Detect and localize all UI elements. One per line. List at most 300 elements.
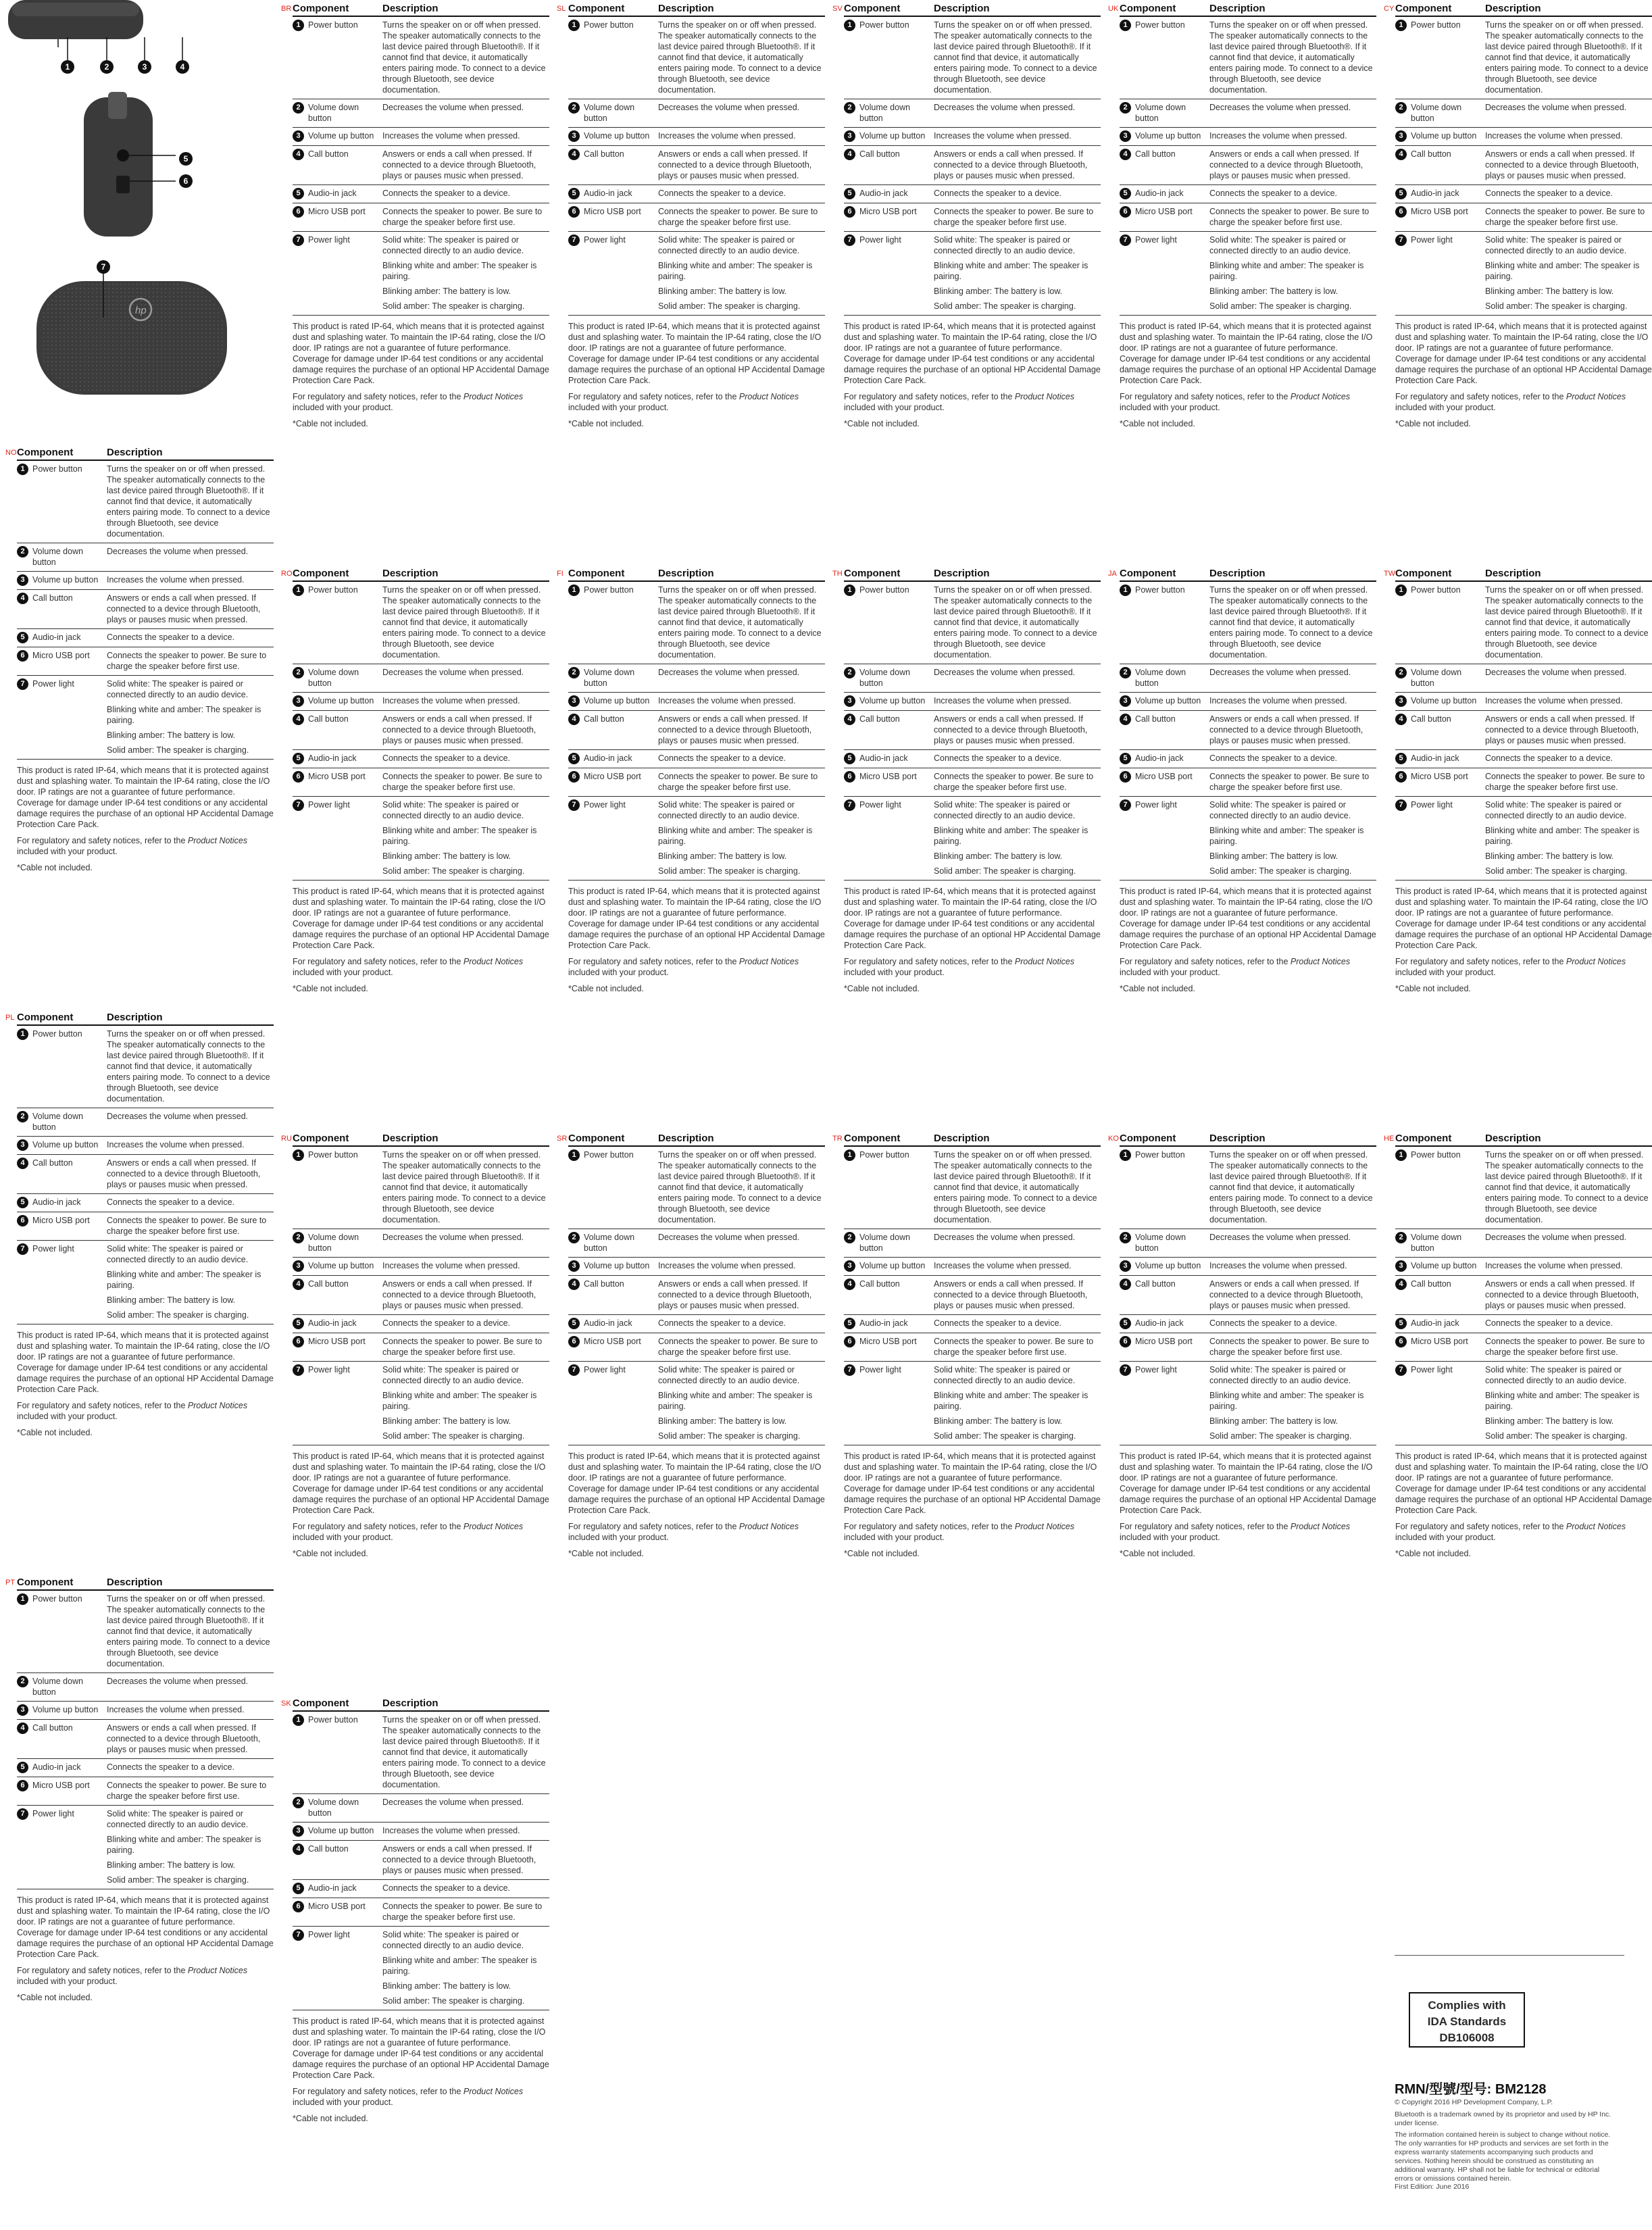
component-cell [17,678,107,755]
ip-rating-note: This product is rated IP-64, which means that it is protected against dust and splashing water. To maintain the IP-64 rating, close the I/O door. IP ratings are not a guarantee of future performance. Coverage for damage under IP-64 test conditions or any accidental damage requires the purchase of an optional HP Accidental Damage Protection Care Pack. [17,1331,274,1394]
table-row [1120,17,1376,99]
component-label: Call button [859,714,900,724]
component-cell [1120,1336,1209,1358]
description-text: Connects the speaker to power. Be sure to charge the speaker before first use. [107,1216,267,1236]
description-cell [382,1929,549,2006]
callout-number: 3 [293,1825,304,1837]
table-row [293,1258,549,1276]
description-cell [382,234,549,312]
table-row [568,711,825,750]
component-label: Micro USB port [584,1337,641,1346]
language-code: SV [832,5,843,13]
component-cell [568,799,658,876]
description-cell [1209,206,1376,228]
description-text: Answers or ends a call when pressed. If connected to a device through Bluetooth, plays or pauses music when pressed. [934,149,1088,180]
description-text: Solid amber: The speaker is charging. [107,1310,249,1320]
ida-compliance-label [1409,1992,1525,2048]
cable-note: *Cable not included. [293,2114,368,2123]
description-text: Answers or ends a call when pressed. If connected to a device through Bluetooth, plays or pauses music when pressed. [382,149,536,180]
description-text: Blinking amber: The battery is low. [382,851,511,861]
callout-number: 1 [1395,585,1407,596]
description-cell [658,714,825,746]
table-header [17,447,274,461]
description-text: Turns the speaker on or off when pressed. The speaker automatically connects to the last device paired through Bluetooth®. If it cannot find that device, it automatically enters pairing mode. To connect to a device through Bluetooth, see device documentation. [107,464,270,539]
description-cell [1485,234,1652,312]
callout-number: 3 [293,1260,304,1272]
regulatory-post: included with your product. [1120,403,1220,412]
description-text: Decreases the volume when pressed. [934,668,1076,677]
description-text: Solid amber: The speaker is charging. [1209,301,1352,311]
description-text: Turns the speaker on or off when pressed. The speaker automatically connects to the last device paired through Bluetooth®. If it cannot find that device, it automatically enters pairing mode. To connect to a device through Bluetooth, see device documentation. [382,1150,546,1224]
description-cell [107,574,274,586]
component-label: Micro USB port [308,772,366,781]
description-text: Solid white: The speaker is paired or connected directly to an audio device. [107,679,249,699]
component-label: Power button [859,20,909,30]
ida-line-2: IDA Standards [1427,2015,1507,2028]
callout-number: 3 [568,130,580,142]
regulatory-pre: For regulatory and safety notices, refer to the [17,1966,188,1975]
description-text: Answers or ends a call when pressed. If connected to a device through Bluetooth, plays or pauses music when pressed. [107,1158,261,1189]
description-cell [1209,130,1376,142]
description-cell [382,1336,549,1358]
callout-number: 7 [1395,799,1407,811]
callout-number: 6 [568,771,580,783]
component-table-block [1384,3,1652,429]
component-cell [1395,771,1485,793]
callout-number: 7 [568,234,580,246]
component-label: Volume down button [308,1798,359,1818]
callout-number: 4 [568,1279,580,1290]
component-cell [17,1158,107,1190]
component-cell [293,1364,382,1441]
description-text: Decreases the volume when pressed. [107,1677,249,1686]
component-cell [1120,1260,1209,1272]
description-text: Connects the speaker to a device. [382,1318,511,1328]
component-label: Micro USB port [32,1781,90,1790]
description-cell [1485,1149,1652,1225]
ip-rating-note: This product is rated IP-64, which means that it is protected against dust and splashing water. To maintain the IP-64 rating, close the I/O door. IP ratings are not a guarantee of future performance. Coverage for damage under IP-64 test conditions or any accidental damage requires the purchase of an optional HP Accidental Damage Protection Care Pack. [568,887,825,950]
component-cell [17,593,107,625]
regulatory-note [17,1965,274,1987]
table-row [1395,797,1652,881]
ip-rating-note: This product is rated IP-64, which means that it is protected against dust and splashing water. To maintain the IP-64 rating, close the I/O door. IP ratings are not a guarantee of future performance. Coverage for damage under IP-64 test conditions or any accidental damage requires the purchase of an optional HP Accidental Damage Protection Care Pack. [17,766,274,829]
description-text: Blinking amber: The battery is low. [107,730,236,740]
table-row [844,664,1101,693]
table-row [844,185,1101,203]
description-cell [1209,188,1376,199]
component-label: Power button [308,20,358,30]
description-cell [658,206,825,228]
callout-number: 3 [844,130,855,142]
component-label: Power button [308,1150,358,1160]
description-cell [934,206,1101,228]
regulatory-pre: For regulatory and safety notices, refer to the [844,392,1015,401]
component-label: Power button [32,1029,82,1039]
callout-number: 1 [293,1149,304,1161]
component-label: Micro USB port [859,1337,917,1346]
regulatory-pre: For regulatory and safety notices, refer to the [17,836,188,845]
component-cell [568,20,658,95]
description-text: Turns the speaker on or off when pressed. The speaker automatically connects to the last device paired through Bluetooth®. If it cannot find that device, it automatically enters pairing mode. To connect to a device through Bluetooth, see device documentation. [107,1029,270,1104]
component-label: Power light [1411,800,1453,810]
table-row [1395,99,1652,128]
callout-number: 5 [1120,753,1131,764]
callout-number: 3 [568,695,580,707]
table-row [17,1759,274,1777]
description-text: Connects the speaker to a device. [1485,189,1613,198]
callout-number: 3 [1395,130,1407,142]
description-text: Increases the volume when pressed. [382,1826,520,1835]
ip-rating-note: This product is rated IP-64, which means that it is protected against dust and splashing water. To maintain the IP-64 rating, close the I/O door. IP ratings are not a guarantee of future performance. Coverage for damage under IP-64 test conditions or any accidental damage requires the purchase of an optional HP Accidental Damage Protection Care Pack. [293,322,549,385]
callout-number: 4 [293,1279,304,1290]
header-component: Component [844,1133,901,1144]
description-text: Solid white: The speaker is paired or connected directly to an audio device. [934,1365,1076,1385]
description-cell [107,593,274,625]
description-cell [934,188,1101,199]
description-cell [382,1149,549,1225]
table-row [293,1823,549,1841]
component-label: Volume up button [308,1261,374,1270]
component-label: Power light [308,800,350,810]
component-label: Volume down button [1135,103,1186,123]
table-row [568,1276,825,1315]
component-label: Volume up button [584,131,650,141]
component-cell [293,206,382,228]
regulatory-pre: For regulatory and safety notices, refer to the [293,957,464,966]
description-text: Solid amber: The speaker is charging. [934,1431,1076,1441]
description-text: Blinking white and amber: The speaker is pairing. [1485,826,1640,846]
header-component: Component [1395,3,1452,14]
language-code: TH [832,570,843,578]
description-text: Decreases the volume when pressed. [1485,103,1627,112]
description-text: Connects the speaker to a device. [1209,1318,1338,1328]
description-cell [934,1279,1101,1311]
description-text: Solid white: The speaker is paired or connected directly to an audio device. [934,235,1076,255]
component-label: Volume down button [1411,1233,1462,1253]
description-cell [1485,771,1652,793]
callout-number: 1 [1120,1149,1131,1161]
ip-rating-note: This product is rated IP-64, which means that it is protected against dust and splashing water. To maintain the IP-64 rating, close the I/O door. IP ratings are not a guarantee of future performance. Coverage for damage under IP-64 test conditions or any accidental damage requires the purchase of an optional HP Accidental Damage Protection Care Pack. [1120,322,1376,385]
callout-number: 4 [293,149,304,160]
table-row [17,647,274,676]
description-cell [382,1883,549,1894]
description-cell [658,753,825,764]
description-text: Connects the speaker to power. Be sure to charge the speaker before first use. [934,1337,1094,1357]
description-cell [1485,102,1652,124]
description-cell [1209,1279,1376,1311]
description-text: Solid amber: The speaker is charging. [658,301,801,311]
description-text: Connects the speaker to a device. [658,753,786,763]
description-text: Solid amber: The speaker is charging. [934,866,1076,876]
component-label: Micro USB port [1411,207,1468,216]
callout-number: 5 [844,753,855,764]
component-label: Micro USB port [859,207,917,216]
component-cell [1395,1336,1485,1358]
callout-number: 2 [844,1232,855,1243]
regulatory-post: included with your product. [1395,403,1496,412]
description-text: Increases the volume when pressed. [1209,1261,1347,1270]
table-row [1120,185,1376,203]
description-text: Increases the volume when pressed. [382,696,520,705]
component-label: Volume down button [308,1233,359,1253]
callout-number: 2 [1395,667,1407,678]
table-row [17,1194,274,1212]
component-label: Audio-in jack [1411,1318,1459,1328]
component-label: Volume up button [859,1261,926,1270]
component-cell [17,1029,107,1104]
description-text: Connects the speaker to power. Be sure to charge the speaker before first use. [658,772,818,792]
header-component: Component [568,3,625,14]
callout-number: 2 [17,1111,28,1122]
regulatory-pre: For regulatory and safety notices, refer to the [844,1522,1015,1531]
description-cell [658,695,825,707]
component-cell [293,1883,382,1894]
component-label: Micro USB port [584,207,641,216]
description-cell [107,1111,274,1133]
component-label: Audio-in jack [1135,753,1184,763]
component-cell [293,667,382,689]
language-code: PL [5,1014,15,1022]
description-text: Solid white: The speaker is paired or connected directly to an audio device. [382,1930,524,1950]
table-row [17,629,274,647]
header-description: Description [382,3,439,14]
component-label: Volume down button [859,668,911,688]
regulatory-note [17,1400,274,1422]
table-row [1395,750,1652,768]
product-notices-title: Product Notices [187,836,248,845]
regulatory-note [293,956,549,978]
component-cell [568,1364,658,1441]
description-text: Solid white: The speaker is paired or connected directly to an audio device. [1209,235,1351,255]
callout-number: 1 [568,20,580,31]
header-description: Description [658,3,714,14]
table-row [1120,750,1376,768]
callout-number: 4 [1395,714,1407,725]
language-code: FI [557,570,564,578]
description-text: Connects the speaker to a device. [1485,753,1613,763]
table-row [1395,146,1652,185]
description-cell [1209,753,1376,764]
component-cell [293,149,382,181]
callout-number: 4 [1395,1279,1407,1290]
component-label: Power light [584,800,626,810]
callout-number: 7 [293,799,304,811]
description-cell [382,130,549,142]
callout-number: 6 [844,1336,855,1347]
component-cell [293,1714,382,1790]
component-label: Call button [584,714,624,724]
component-table-block [281,3,549,429]
language-code: HE [1384,1135,1395,1143]
component-label: Call button [32,593,73,603]
table-row [293,1898,549,1927]
component-cell [17,1139,107,1151]
component-label: Volume up button [308,696,374,705]
table-row [1395,664,1652,693]
callout-3: 3 [138,60,151,74]
component-cell [568,130,658,142]
cable-note: *Cable not included. [1395,1549,1471,1558]
callout-number: 7 [568,799,580,811]
cable-note: *Cable not included. [844,419,920,428]
callout-number: 4 [293,1843,304,1855]
description-text: Connects the speaker to power. Be sure to charge the speaker before first use. [107,1781,267,1801]
header-description: Description [934,568,990,579]
description-text: Blinking amber: The battery is low. [658,851,787,861]
description-text: Blinking amber: The battery is low. [1209,1416,1338,1426]
component-cell [293,1797,382,1818]
regulatory-post: included with your product. [844,968,945,977]
component-cell [1120,585,1209,660]
ip-rating-note: This product is rated IP-64, which means that it is protected against dust and splashing water. To maintain the IP-64 rating, close the I/O door. IP ratings are not a guarantee of future performance. Coverage for damage under IP-64 test conditions or any accidental damage requires the purchase of an optional HP Accidental Damage Protection Care Pack. [568,1452,825,1515]
callout-number: 6 [293,1336,304,1347]
header-component: Component [1395,568,1452,579]
header-component: Component [1395,1133,1452,1144]
callout-number: 5 [844,1318,855,1329]
component-cell [1120,695,1209,707]
callout-number: 2 [568,102,580,114]
callout-number: 6 [1120,1336,1131,1347]
language-code: SK [281,1700,291,1708]
ip-rating-note: This product is rated IP-64, which means that it is protected against dust and splashing water. To maintain the IP-64 rating, close the I/O door. IP ratings are not a guarantee of future performance. Coverage for damage under IP-64 test conditions or any accidental damage requires the purchase of an optional HP Accidental Damage Protection Care Pack. [17,1896,274,1959]
table-row [844,146,1101,185]
table-row [844,203,1101,232]
table-row [1120,203,1376,232]
description-cell [1209,102,1376,124]
component-cell [844,1260,934,1272]
description-text: Blinking white and amber: The speaker is pairing. [382,1391,537,1411]
component-cell [17,1676,107,1698]
description-text: Blinking amber: The battery is low. [107,1860,236,1870]
callout-number: 5 [568,1318,580,1329]
table-header [293,1133,549,1147]
callout-number: 5 [568,753,580,764]
description-cell [934,1149,1101,1225]
description-cell [658,585,825,660]
description-text: Connects the speaker to power. Be sure to charge the speaker before first use. [382,1337,543,1357]
description-text: Increases the volume when pressed. [658,696,796,705]
edition-text: First Edition: June 2016 [1395,2183,1470,2191]
table-row [844,232,1101,316]
table-row [17,1591,274,1673]
language-code: SL [557,5,566,13]
callout-number: 3 [293,130,304,142]
component-label: Power button [1411,1150,1461,1160]
component-label: Power button [1135,1150,1185,1160]
component-cell [1395,695,1485,707]
regulatory-note [568,956,825,978]
callout-number: 6 [568,206,580,218]
callout-number: 6 [844,206,855,218]
description-text: Turns the speaker on or off when pressed. The speaker automatically connects to the last device paired through Bluetooth®. If it cannot find that device, it automatically enters pairing mode. To connect to a device through Bluetooth, see device documentation. [107,1594,270,1668]
component-label: Power button [308,585,358,595]
component-table-block [557,3,825,429]
callout-number: 2 [1395,102,1407,114]
table-row [568,17,825,99]
component-table-block [1108,568,1376,994]
cable-note: *Cable not included. [1395,419,1471,428]
description-cell [107,1723,274,1755]
table-row [1120,1147,1376,1229]
description-text: Connects the speaker to power. Be sure to charge the speaker before first use. [382,772,543,792]
language-code: TW [1384,570,1396,578]
callout-number: 6 [1395,771,1407,783]
header-component: Component [293,3,349,14]
description-text: Solid amber: The speaker is charging. [107,1875,249,1885]
description-cell [1485,1279,1652,1311]
component-label: Power button [859,585,909,595]
table-row [568,146,825,185]
svg-text:hp: hp [135,305,147,316]
component-label: Volume up button [1411,696,1477,705]
callout-number: 2 [1395,1232,1407,1243]
description-text: Blinking amber: The battery is low. [1485,1416,1614,1426]
header-component: Component [17,1012,74,1023]
component-label: Volume up button [32,575,99,585]
component-label: Micro USB port [1135,772,1193,781]
description-cell [1485,20,1652,95]
component-cell [1395,1279,1485,1311]
description-text: Increases the volume when pressed. [658,131,796,141]
component-cell [1395,1260,1485,1272]
callout-number: 7 [1120,1364,1131,1376]
component-label: Audio-in jack [32,633,81,642]
component-cell [293,1260,382,1272]
description-text: Solid white: The speaker is paired or connected directly to an audio device. [1209,800,1351,820]
description-cell [382,799,549,876]
product-notices-title: Product Notices [187,1401,248,1410]
table-row [844,768,1101,797]
callout-number: 6 [17,1780,28,1791]
header-component: Component [293,568,349,579]
component-cell [1395,20,1485,95]
description-text: Decreases the volume when pressed. [1209,1233,1351,1242]
component-cell [17,1243,107,1320]
table-row [1120,693,1376,711]
description-text: Answers or ends a call when pressed. If connected to a device through Bluetooth, plays or pauses music when pressed. [934,1279,1088,1310]
regulatory-post: included with your product. [17,1412,118,1421]
description-text: Turns the speaker on or off when pressed. The speaker automatically connects to the last device paired through Bluetooth®. If it cannot find that device, it automatically enters pairing mode. To connect to a device through Bluetooth, see device documentation. [1209,20,1373,95]
component-label: Volume down button [584,668,635,688]
description-cell [1209,667,1376,689]
cable-note: *Cable not included. [568,1549,644,1558]
ip-rating-note: This product is rated IP-64, which means that it is protected against dust and splashing water. To maintain the IP-64 rating, close the I/O door. IP ratings are not a guarantee of future performance. Coverage for damage under IP-64 test conditions or any accidental damage requires the purchase of an optional HP Accidental Damage Protection Care Pack. [1395,1452,1652,1515]
table-row [568,750,825,768]
description-text: Blinking white and amber: The speaker is pairing. [382,261,537,281]
description-text: Answers or ends a call when pressed. If connected to a device through Bluetooth, plays or pauses music when pressed. [658,1279,812,1310]
description-text: Turns the speaker on or off when pressed. The speaker automatically connects to the last device paired through Bluetooth®. If it cannot find that device, it automatically enters pairing mode. To connect to a device through Bluetooth, see device documentation. [658,20,822,95]
component-table-block [1108,3,1376,429]
regulatory-post: included with your product. [568,968,669,977]
component-label: Call button [308,1279,349,1289]
component-label: Volume down button [859,1233,911,1253]
component-cell [1395,714,1485,746]
component-label: Power light [308,1365,350,1374]
cable-note: *Cable not included. [568,419,644,428]
description-text: Solid amber: The speaker is charging. [382,866,525,876]
component-table-block [5,447,274,873]
regulatory-note [1120,1521,1376,1543]
component-label: Audio-in jack [32,1762,81,1772]
cable-note: *Cable not included. [293,1549,368,1558]
regulatory-post: included with your product. [17,847,118,856]
component-label: Volume up button [1135,1261,1201,1270]
component-cell [17,574,107,586]
component-cell [568,1336,658,1358]
description-cell [658,234,825,312]
description-text: Increases the volume when pressed. [107,1140,245,1149]
description-text: Turns the speaker on or off when pressed. The speaker automatically connects to the last device paired through Bluetooth®. If it cannot find that device, it automatically enters pairing mode. To connect to a device through Bluetooth, see device documentation. [1209,585,1373,660]
